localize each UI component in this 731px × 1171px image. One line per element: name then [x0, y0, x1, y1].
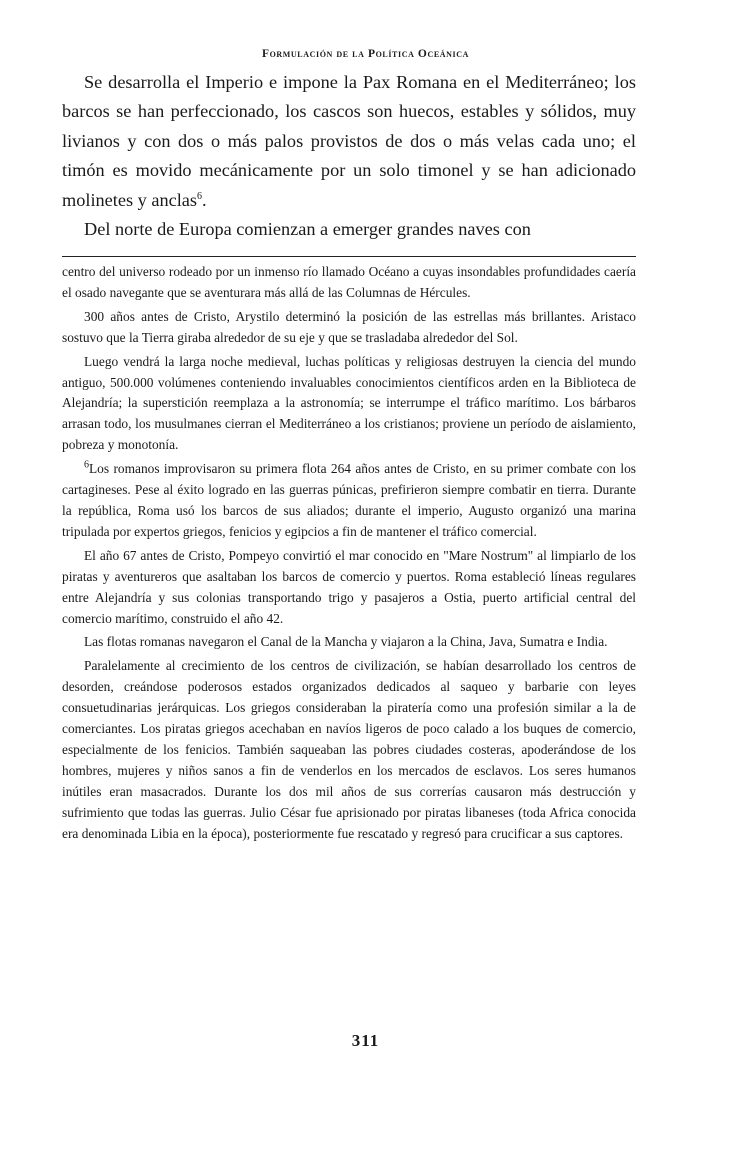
footnote-divider	[62, 256, 636, 257]
footnote-paragraph: centro del universo rodeado por un inmenso río llamado Océano a cuyas insondables profundidades caería el osado navegante que se aventurara más allá de las Columnas de Hércules.	[62, 264, 636, 300]
footnote-paragraph: 300 años antes de Cristo, Arystilo determinó la posición de las estrellas más brillantes. Aristaco sostuvo que la Tierra giraba alrededor de su eje y que se trasladaba alrededor del Sol.	[62, 308, 636, 345]
main-paragraph: Del norte de Europa comienzan a emerger grandes naves con	[84, 219, 531, 240]
page-number: 311	[351, 1031, 380, 1050]
main-text	[62, 68, 636, 244]
footnote-paragraph	[62, 459, 636, 543]
footnote-text: Los romanos improvisaron su primera flota 264 años antes de Cristo, en su primer combate con los cartagineses. Pese al éxito logrado en las guerras púnicas, prefirieron siempre combatir en tierra. Durante la república, Roma usó los barcos de sus aliados; durante el imperio, Augusto organizó una marina tripulada por expertos griegos, fenicios y egipcios a fin de mantener el tráfico comercial.	[62, 461, 636, 539]
footnote-paragraph: El año 67 antes de Cristo, Pompeyo convirtió el mar conocido en "Mare Nostrum" al limpiarlo de los piratas y aventureros que asaltaban los barcos de comercio y puertos. Roma estableció líneas regulares entre Alejandría y sus colonias transportando trigo y pasajeros a Ostia, puerto artificial central del comercio marítimo, construido el año 42.	[62, 547, 636, 626]
main-paragraph	[62, 68, 636, 215]
sentence-end: .	[202, 189, 207, 210]
footnote-number: 6	[84, 459, 89, 471]
footnote-paragraph: Las flotas romanas navegaron el Canal de la Mancha y viajaron a la China, Java, Sumatra e India.	[84, 634, 608, 650]
footnote-paragraph: Luego vendrá la larga noche medieval, luchas políticas y religiosas destruyen la ciencia del mundo antiguo, 500.000 volúmenes conteniendo invaluables conocimientos científicos arden en la Biblioteca de Alejandría; la superstición reemplaza a la astronomía; se interrumpe el tráfico marítimo. Los bárbaros arrasan todo, los musulmanes cierran el Mediterráneo a los cristianos; proviene un período de aislamiento, pobreza y monotonía.	[62, 353, 636, 453]
footnote-reference: 6	[197, 190, 203, 202]
main-paragraph-text: Se desarrolla el Imperio e impone la Pax Romana en el Mediterráneo; los barcos se han perfeccionado, los cascos son huecos, estables y sólidos, muy livianos y con dos o más palos provistos de dos o más velas cada uno; el timón es movido mecánicamente por un solo timonel y se han adicionado molinetes y anclas	[62, 72, 636, 210]
footnote-paragraph: Paralelamente al crecimiento de los centros de civilización, se habían desarrollado los centros de desorden, creándose poderosos estados organizados dedicados al saqueo y barbarie con leyes consuetudinarias jerárquicas. Los griegos consideraban la piratería como una profesión similar a la de comerciantes. Los piratas griegos acechaban en navíos ligeros de poco calado a los buques de comercio, especialmente de los fenicios. También saqueaban las pobres ciudades costeras, apoderándose de los hombres, mujeres y niños sanos a fin de venderlos en los mercados de esclavos. Los seres humanos inútiles eran masacrados. Durante los dos mil años de sus correrías causaron más destrucción y sufrimiento que todas las guerras. Julio César fue aprisionado por piratas libaneses (toda Africa conocida era denominada Libia en la época), posteriormente fue rescatado y regresó para crucificar a sus captores.	[62, 658, 636, 841]
footnotes	[62, 262, 636, 847]
running-header: Formulación de la Política Oceánica	[261, 48, 470, 60]
